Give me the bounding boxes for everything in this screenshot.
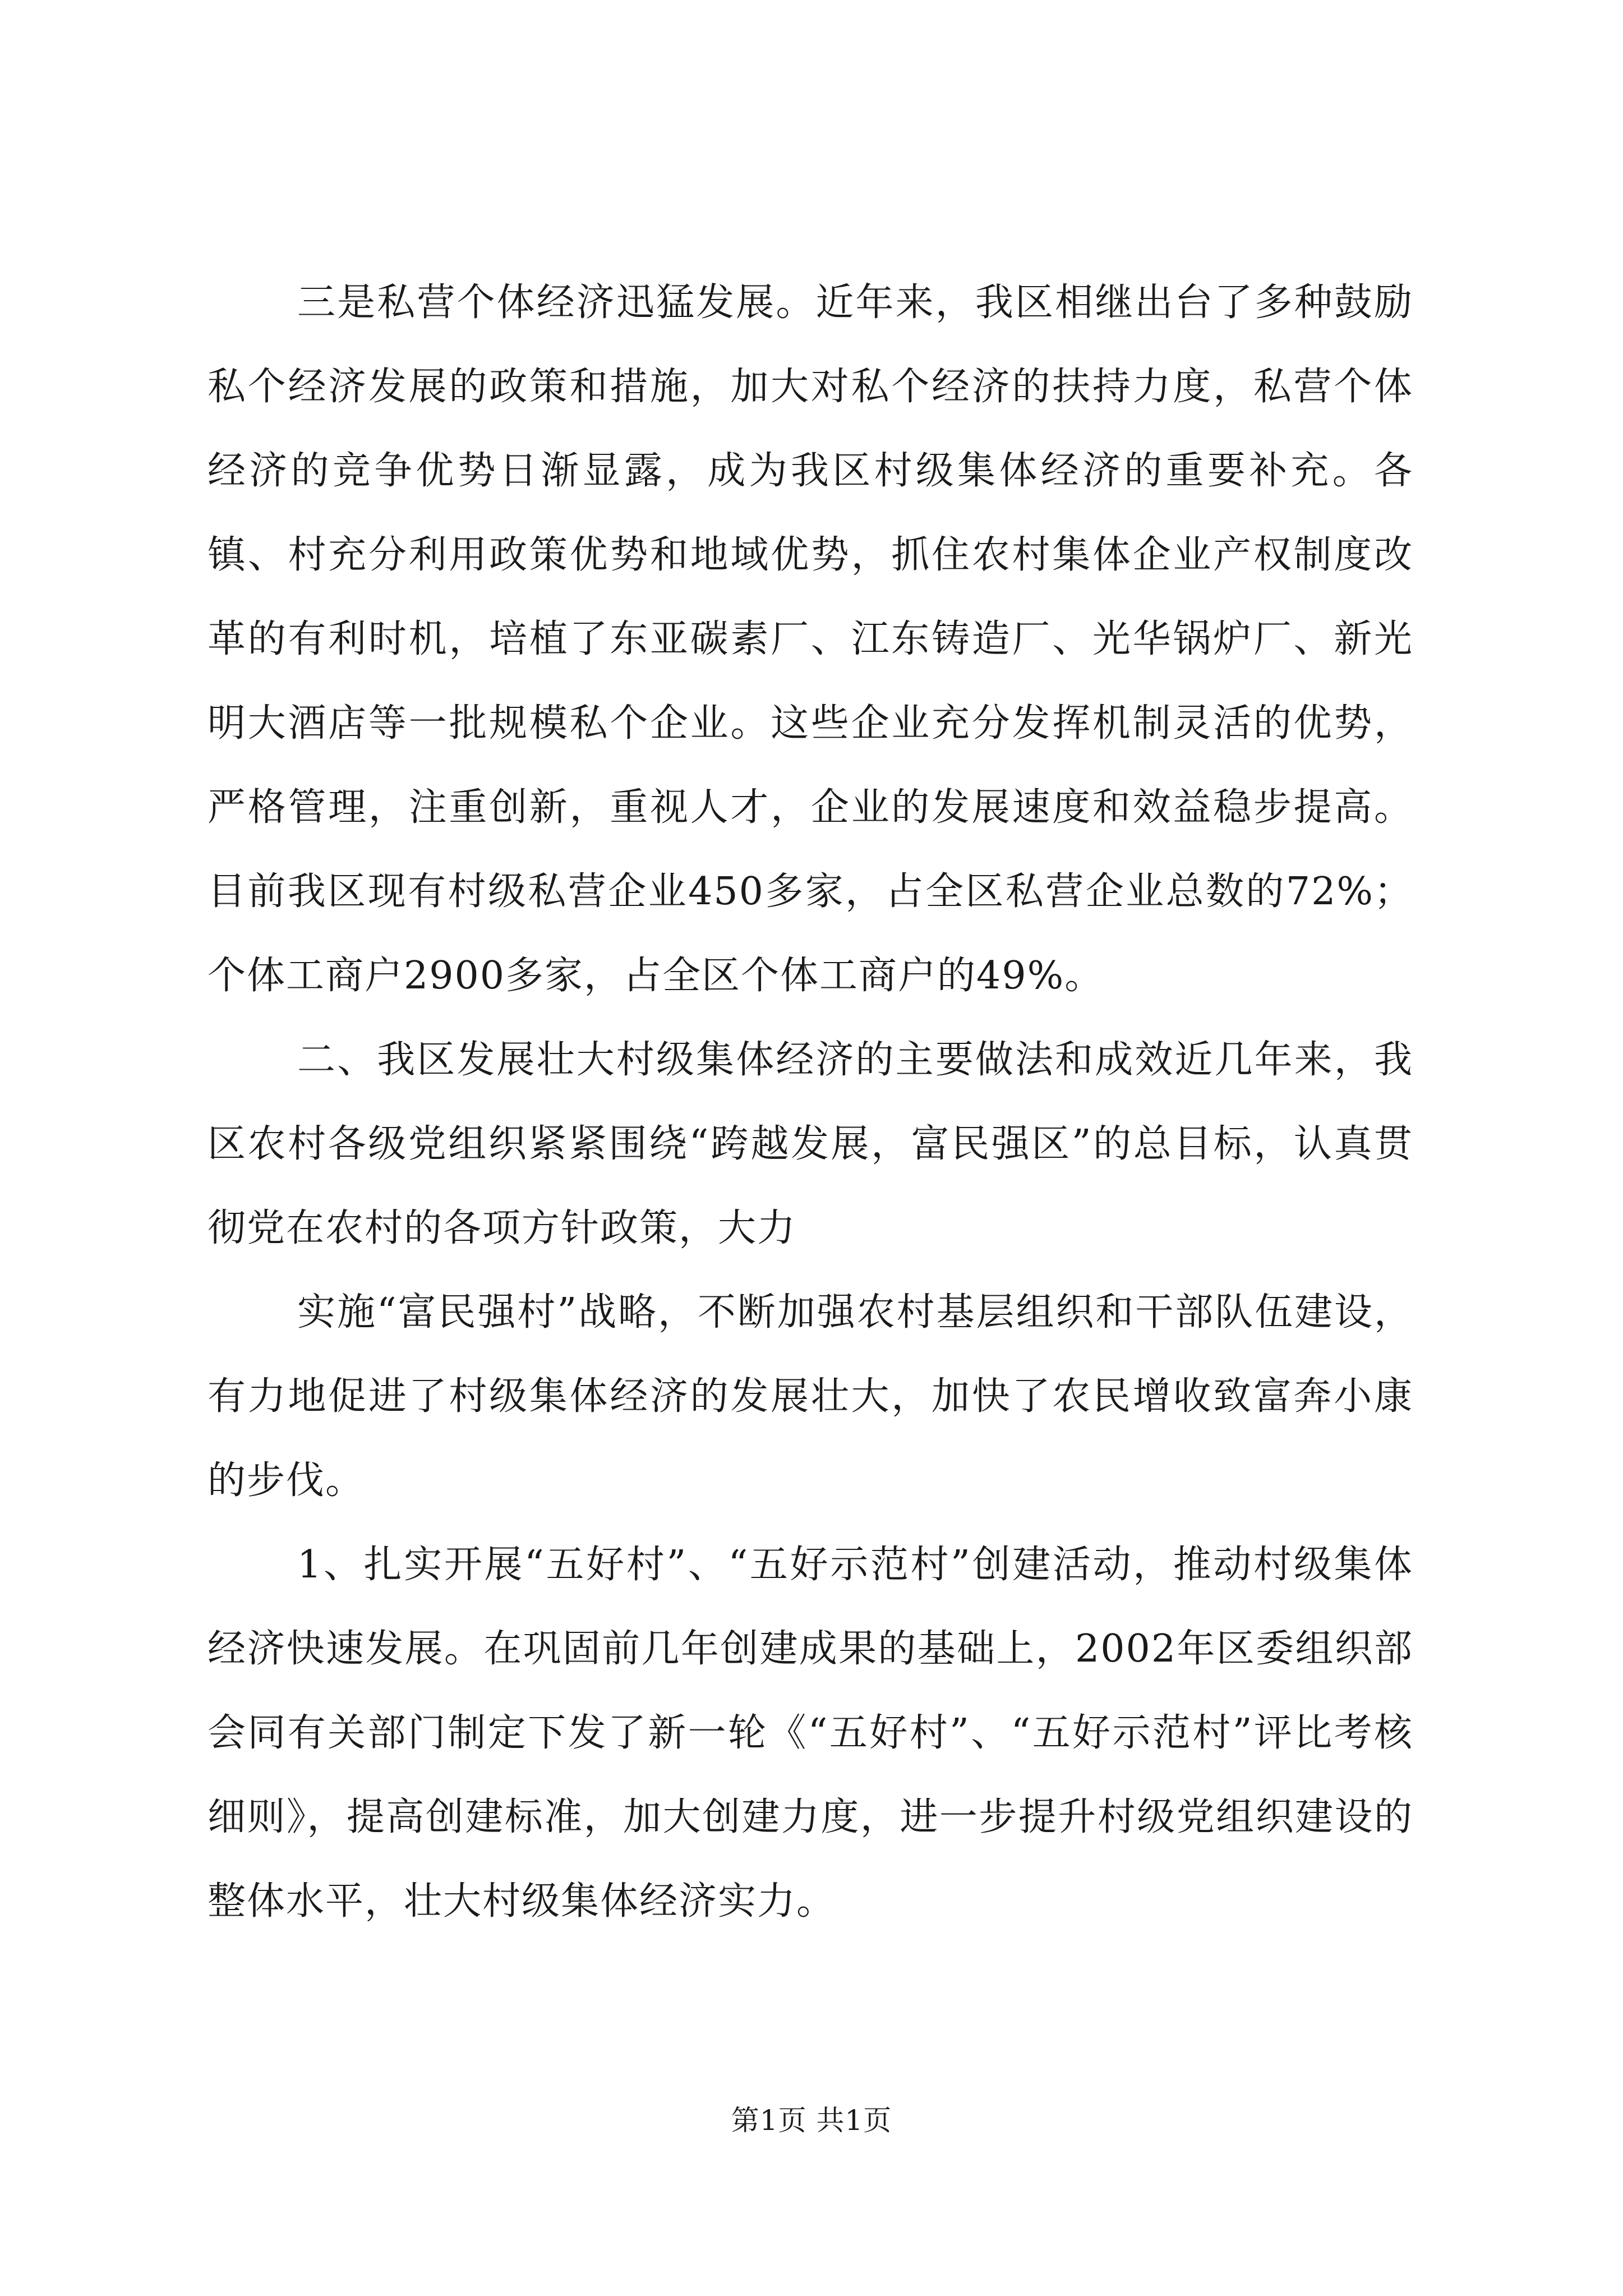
paragraph-main-practices: 二、我区发展壮大村级集体经济的主要做法和成效近几年来，我区农村各级党组织紧紧围绕“跨越发展，富民强区”的总目标，认真贯彻党在农村的各项方针政策，大力 bbox=[208, 1038, 1413, 1250]
page-footer: 第1页 共1页 bbox=[731, 2104, 892, 2137]
paragraph-strategy: 实施“富民强村”战略，不断加强农村基层组织和干部队伍建设，有力地促进了村级集体经济的发展壮大，加快了农民增收致富奔小康的步伐。 bbox=[208, 1290, 1413, 1503]
paragraph-five-good-villages: 1、扎实开展“五好村”、“五好示范村”创建活动，推动村级集体经济快速发展。在巩固前几年创建成果的基础上，2002年区委组织部会同有关部门制定下发了新一轮《“五好村”、“五好示范村”评比考核细则》，提高创建标准，加大创建力度，进一步提升村级党组织建设的整体水平，壮大村级集体经济实力。 bbox=[208, 1543, 1413, 1924]
paragraph-private-economy: 三是私营个体经济迅猛发展。近年来，我区相继出台了多种鼓励私个经济发展的政策和措施，加大对私个经济的扶持力度，私营个体经济的竞争优势日渐显露，成为我区村级集体经济的重要补充。各镇、村充分利用政策优势和地域优势，抓住农村集体企业产权制度改革的有利时机，培植了东亚碳素厂、江东铸造厂、光华锅炉厂、新光明大酒店等一批规模私个企业。这些企业充分发挥机制灵活的优势，严格管理，注重创新，重视人才，企业的发展速度和效益稳步提高。目前我区现有村级私营企业450多家，占全区私营企业总数的72%；个体工商户2900多家，占全区个体工商户的49%。 bbox=[208, 280, 1413, 998]
document-body bbox=[208, 261, 1413, 1944]
